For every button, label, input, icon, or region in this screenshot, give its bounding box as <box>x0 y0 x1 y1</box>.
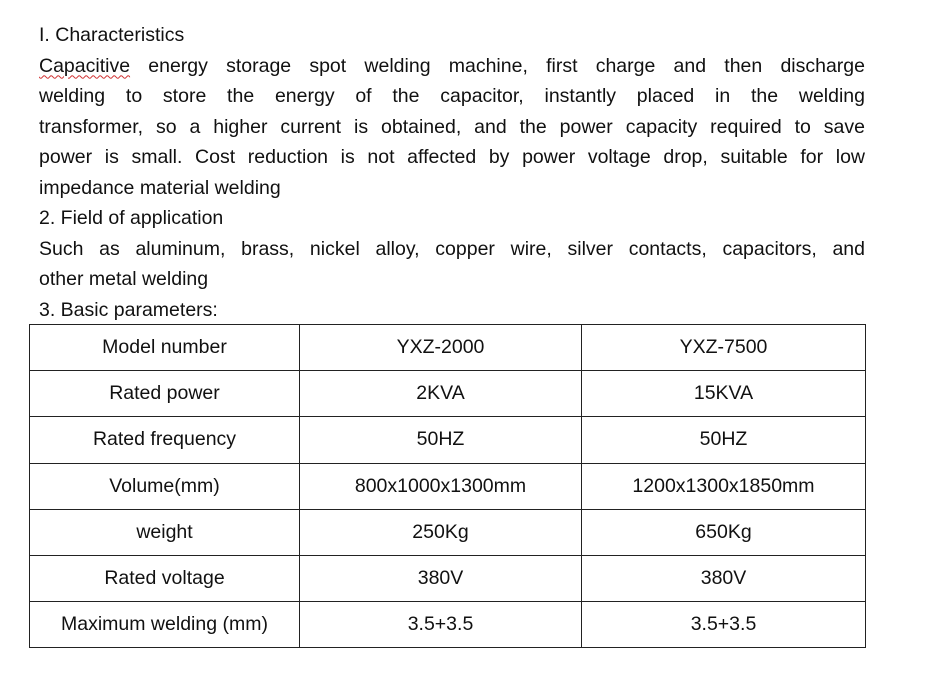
param-label: Rated frequency <box>30 417 300 463</box>
table-row <box>30 325 866 371</box>
table-row <box>30 417 866 463</box>
application-line-2: other metal welding <box>39 268 209 290</box>
characteristics-line-5: impedance material welding <box>39 176 281 199</box>
param-value-yxz-2000: 800x1000x1300mm <box>300 463 582 509</box>
param-value-yxz-7500: 50HZ <box>582 417 866 463</box>
param-value-yxz-2000: 2KVA <box>300 371 582 417</box>
table-row <box>30 555 866 601</box>
param-value-yxz-7500: 1200x1300x1850mm <box>582 463 866 509</box>
param-label: weight <box>30 509 300 555</box>
characteristics-line-4: power is small. Cost reduction is not affected by power voltage drop, suitable for low <box>39 146 865 168</box>
param-value-yxz-7500: 15KVA <box>582 371 866 417</box>
parameters-table <box>29 324 866 648</box>
application-line-1: Such as aluminum, brass, nickel alloy, copper wire, silver contacts, capacitors, and <box>39 237 865 260</box>
param-label: Volume(mm) <box>30 463 300 509</box>
param-value-yxz-7500: 650Kg <box>582 509 866 555</box>
param-value-yxz-7500: YXZ-7500 <box>582 325 866 371</box>
document-body <box>39 20 865 325</box>
application-heading: 2. Field of application <box>39 207 224 229</box>
param-label: Model number <box>30 325 300 371</box>
spellcheck-word[interactable]: Capacitive <box>39 54 131 77</box>
characteristics-line-1-text: energy storage spot welding machine, first charge and then discharge <box>130 54 865 77</box>
param-value-yxz-2000: 50HZ <box>300 417 582 463</box>
characteristics-heading: I. Characteristics <box>39 24 185 46</box>
characteristics-line-1 <box>39 51 865 82</box>
table-row <box>30 602 866 648</box>
param-label: Rated voltage <box>30 555 300 601</box>
param-label: Maximum welding (mm) <box>30 602 300 648</box>
table-row <box>30 371 866 417</box>
table-row <box>30 509 866 555</box>
param-value-yxz-7500: 380V <box>582 555 866 601</box>
characteristics-line-3: transformer, so a higher current is obtained, and the power capacity required to save <box>39 115 865 138</box>
parameters-heading: 3. Basic parameters: <box>39 298 218 321</box>
param-value-yxz-2000: 380V <box>300 555 582 601</box>
table-row <box>30 463 866 509</box>
param-label: Rated power <box>30 371 300 417</box>
param-value-yxz-2000: YXZ-2000 <box>300 325 582 371</box>
characteristics-line-2: welding to store the energy of the capacitor, instantly placed in the welding <box>39 85 865 107</box>
param-value-yxz-7500: 3.5+3.5 <box>582 602 866 648</box>
param-value-yxz-2000: 250Kg <box>300 509 582 555</box>
param-value-yxz-2000: 3.5+3.5 <box>300 602 582 648</box>
